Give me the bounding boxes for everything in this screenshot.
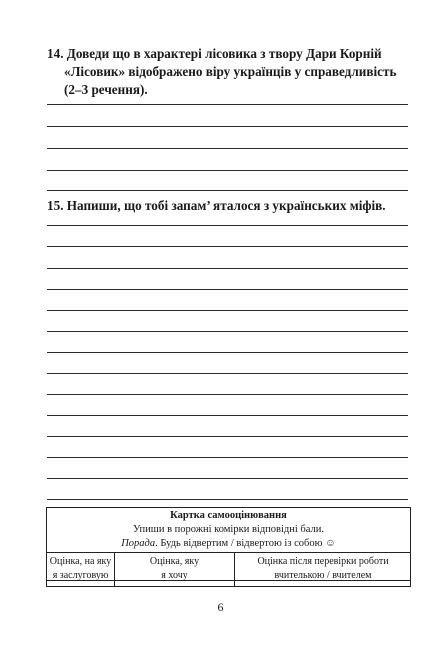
q14-line1: 14. Доведи що в характері лісовика з твору Дари Корній [47, 46, 382, 61]
advice-label: Порада [121, 538, 156, 549]
answer-line[interactable] [47, 148, 408, 149]
answer-line[interactable] [47, 478, 408, 479]
question-14 [47, 45, 412, 99]
answer-line[interactable] [47, 457, 408, 458]
answer-line[interactable] [47, 499, 408, 500]
col-after-check-line2: вчителькою / вчителем [274, 570, 372, 581]
card-advice [47, 538, 410, 549]
answer-line[interactable] [47, 352, 408, 353]
col-deserved [47, 553, 115, 587]
col-want [115, 553, 235, 587]
answer-line[interactable] [47, 331, 408, 332]
answer-line[interactable] [47, 104, 408, 105]
answer-line[interactable] [47, 170, 408, 171]
col-after-check [235, 553, 411, 587]
col-want-line2: я хочу [161, 570, 188, 581]
answer-line[interactable] [47, 373, 408, 374]
q14-line2: «Лісовик» відображено віру українців у справедливість [64, 64, 397, 79]
score-table [47, 552, 410, 587]
answer-line[interactable] [47, 126, 408, 127]
advice-text: . Будь відвертим / відвертою із собою ☺ [155, 538, 336, 549]
answer-line[interactable] [47, 310, 408, 311]
card-title: Картка самооцінювання [170, 510, 287, 521]
col-want-line1: Оцінка, яку [149, 556, 200, 567]
answer-line[interactable] [47, 190, 408, 191]
score-entry-row[interactable] [47, 580, 411, 581]
self-assessment-card [46, 507, 411, 587]
answer-line[interactable] [47, 436, 408, 437]
col-deserved-line1: Оцінка, на яку [49, 556, 112, 567]
question-15 [47, 197, 412, 215]
answer-line[interactable] [47, 225, 408, 226]
answer-line[interactable] [47, 415, 408, 416]
q15-text: 15. Напиши, що тобі запам’ яталося з українських міфів. [47, 198, 386, 213]
answer-line[interactable] [47, 246, 408, 247]
page-number: 6 [217, 600, 224, 614]
q14-line3: (2–3 речення). [64, 82, 148, 97]
col-deserved-line2: я заслуговую [52, 570, 109, 581]
card-instruction: Упиши в порожні комірки відповідні бали. [132, 524, 324, 535]
col-after-check-line1: Оцінка після перевірки роботи [257, 556, 389, 567]
answer-line[interactable] [47, 289, 408, 290]
answer-line[interactable] [47, 268, 408, 269]
answer-line[interactable] [47, 394, 408, 395]
